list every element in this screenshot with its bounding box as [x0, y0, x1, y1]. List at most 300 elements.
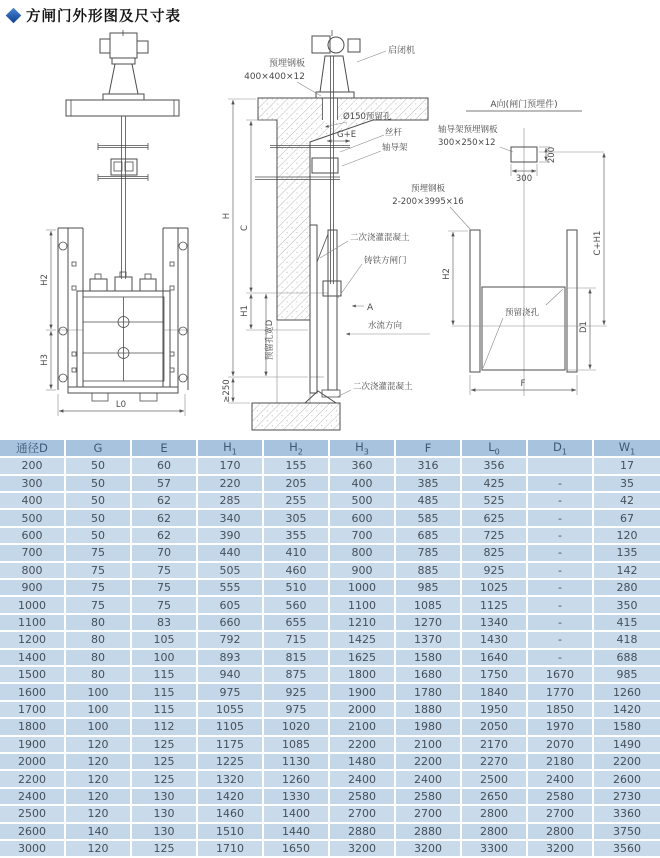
table-cell: 115: [132, 702, 198, 719]
table-cell: 985: [594, 667, 660, 684]
table-row: [0, 632, 660, 649]
table-cell: 130: [132, 789, 198, 806]
table-row: [0, 650, 660, 667]
dim-hole-width-label: 预留孔宽D: [265, 319, 275, 361]
table-cell: 2400: [396, 771, 462, 788]
table-row: [0, 841, 660, 858]
table-cell: -: [528, 493, 594, 510]
table-cell: 340: [198, 510, 264, 527]
table-cell: 305: [264, 510, 330, 527]
table-cell: 1850: [528, 702, 594, 719]
table-cell: 500: [0, 510, 66, 527]
table-row: [0, 528, 660, 545]
table-cell: 1260: [594, 684, 660, 701]
table-cell: 400: [330, 476, 396, 493]
table-row: [0, 615, 660, 632]
table-cell: 42: [594, 493, 660, 510]
table-cell: -: [528, 650, 594, 667]
table-cell: 125: [132, 841, 198, 858]
table-cell: 115: [132, 667, 198, 684]
table-cell: 170: [198, 458, 264, 475]
table-cell: 3300: [462, 841, 528, 858]
table-cell: 1020: [264, 719, 330, 736]
table-cell: 3200: [396, 841, 462, 858]
table-cell: 900: [330, 563, 396, 580]
table-cell: 1510: [198, 824, 264, 841]
table-cell: 975: [198, 684, 264, 701]
table-cell: 50: [66, 458, 132, 475]
table-cell: 75: [66, 597, 132, 614]
table-cell: 285: [198, 493, 264, 510]
table-cell: 800: [330, 545, 396, 562]
table-cell: 925: [462, 563, 528, 580]
table-cell: 2800: [462, 824, 528, 841]
table-cell: 893: [198, 650, 264, 667]
table-cell: -: [528, 580, 594, 597]
table-cell: 500: [330, 493, 396, 510]
table-cell: 400: [0, 493, 66, 510]
concrete-bottom-label: 二次浇灌混凝土: [353, 382, 413, 392]
table-cell: 62: [132, 493, 198, 510]
dim-ch1-label: C+H1: [593, 230, 603, 256]
table-cell: 385: [396, 476, 462, 493]
pour-hole-label: 预留浇孔: [505, 308, 540, 318]
table-cell: 2170: [462, 737, 528, 754]
table-cell: 35: [594, 476, 660, 493]
table-cell: 900: [0, 580, 66, 597]
front-view: [40, 30, 188, 416]
table-cell: 2200: [594, 754, 660, 771]
guide-bracket-label: 轴导架: [382, 143, 408, 153]
table-cell: 815: [264, 650, 330, 667]
table-row: [0, 458, 660, 475]
table-cell: 1000: [330, 580, 396, 597]
dim-l0-label: L0: [115, 400, 127, 410]
table-cell: 875: [264, 667, 330, 684]
table-cell: 2700: [528, 806, 594, 823]
table-cell: 1800: [0, 719, 66, 736]
table-cell: 2200: [330, 737, 396, 754]
table-cell: 130: [132, 806, 198, 823]
table-cell: 100: [66, 719, 132, 736]
table-cell: -: [528, 563, 594, 580]
table-cell: 1640: [462, 650, 528, 667]
table-cell: 655: [264, 615, 330, 632]
page-title: 方闸门外形图及尺寸表: [26, 9, 181, 25]
table-cell: 2100: [330, 719, 396, 736]
table-cell: -: [528, 597, 594, 614]
table-cell: 1970: [528, 719, 594, 736]
table-cell: 75: [66, 580, 132, 597]
table-cell: 135: [594, 545, 660, 562]
table-cell: 390: [198, 528, 264, 545]
table-cell: 1400: [0, 650, 66, 667]
table-cell: 688: [594, 650, 660, 667]
table-cell: 460: [264, 563, 330, 580]
section-a-label: A: [367, 303, 374, 313]
table-cell: 1085: [396, 597, 462, 614]
table-cell: 1125: [462, 597, 528, 614]
table-cell: 625: [462, 510, 528, 527]
table-cell: 1100: [330, 597, 396, 614]
column-header: $H_2$: [264, 440, 330, 458]
table-cell: 525: [462, 493, 528, 510]
table-cell: 2000: [330, 702, 396, 719]
table-cell: 50: [66, 493, 132, 510]
table-cell: 1105: [198, 719, 264, 736]
table-cell: 785: [396, 545, 462, 562]
table-cell: 100: [66, 702, 132, 719]
table-row: [0, 493, 660, 510]
table-cell: 1625: [330, 650, 396, 667]
table-cell: 3750: [594, 824, 660, 841]
table-cell: 75: [66, 545, 132, 562]
table-cell: 600: [330, 510, 396, 527]
table-cell: 83: [132, 615, 198, 632]
table-cell: 885: [396, 563, 462, 580]
table-cell: 1580: [594, 719, 660, 736]
table-cell: 105: [132, 632, 198, 649]
dim-h1-label: H1: [240, 305, 250, 317]
table-cell: 75: [132, 597, 198, 614]
table-cell: 205: [264, 476, 330, 493]
table-cell: 975: [264, 702, 330, 719]
table-cell: 1710: [198, 841, 264, 858]
table-cell: 605: [198, 597, 264, 614]
table-row: [0, 580, 660, 597]
table-cell: 80: [66, 650, 132, 667]
table-row: [0, 667, 660, 684]
table-cell: 410: [264, 545, 330, 562]
table-cell: 660: [198, 615, 264, 632]
g-plus-e-label: G+E: [337, 130, 357, 140]
table-cell: 57: [132, 476, 198, 493]
table-cell: 115: [132, 684, 198, 701]
table-cell: 1950: [462, 702, 528, 719]
table-cell: 555: [198, 580, 264, 597]
table-cell: 300: [0, 476, 66, 493]
dim-300-label: 300: [515, 174, 533, 184]
table-cell: -: [528, 615, 594, 632]
table-cell: 1330: [264, 789, 330, 806]
table-cell: 2800: [462, 806, 528, 823]
table-cell: 1260: [264, 771, 330, 788]
table-cell: 1210: [330, 615, 396, 632]
concrete-top-label: 二次浇灌混凝土: [350, 233, 410, 243]
table-cell: 355: [264, 528, 330, 545]
table-row: [0, 824, 660, 841]
table-cell: 2700: [396, 806, 462, 823]
table-cell: 2880: [330, 824, 396, 841]
embedded-plate-label: 预埋钢板: [268, 59, 305, 69]
table-cell: 220: [198, 476, 264, 493]
table-cell: 2880: [396, 824, 462, 841]
dim-200-label: 200: [547, 146, 557, 164]
table-cell: 60: [132, 458, 198, 475]
a-view-dimensions: [442, 153, 604, 395]
table-cell: 1880: [396, 702, 462, 719]
table-cell: 1000: [0, 597, 66, 614]
table-cell: 1750: [462, 667, 528, 684]
table-cell: 2580: [396, 789, 462, 806]
table-row: [0, 597, 660, 614]
table-cell: 3360: [594, 806, 660, 823]
table-cell: 1200: [0, 632, 66, 649]
dim-min250-label: ≥250: [222, 379, 232, 403]
table-cell: 925: [264, 684, 330, 701]
table-cell: 80: [66, 615, 132, 632]
table-cell: 940: [198, 667, 264, 684]
table-cell: 2400: [0, 789, 66, 806]
table-cell: 62: [132, 510, 198, 527]
column-header: E: [132, 440, 198, 458]
table-cell: 1500: [0, 667, 66, 684]
table-cell: 112: [132, 719, 198, 736]
table-cell: 2580: [330, 789, 396, 806]
table-cell: 1600: [0, 684, 66, 701]
column-header: F: [396, 440, 462, 458]
table-cell: 1650: [264, 841, 330, 858]
table-cell: 2400: [330, 771, 396, 788]
table-cell: 1420: [594, 702, 660, 719]
table-cell: 1100: [0, 615, 66, 632]
table-cell: 510: [264, 580, 330, 597]
column-header: $L_0$: [462, 440, 528, 458]
table-cell: 1480: [330, 754, 396, 771]
table-cell: -: [528, 528, 594, 545]
table-cell: 120: [66, 754, 132, 771]
table-cell: 155: [264, 458, 330, 475]
table-cell: 415: [594, 615, 660, 632]
table-cell: 50: [66, 528, 132, 545]
table-cell: 2500: [0, 806, 66, 823]
table-cell: 725: [462, 528, 528, 545]
table-cell: 792: [198, 632, 264, 649]
table-cell: 485: [396, 493, 462, 510]
table-cell: -: [528, 476, 594, 493]
table-cell: 2700: [330, 806, 396, 823]
table-cell: 700: [330, 528, 396, 545]
table-cell: 800: [0, 563, 66, 580]
table-cell: 1130: [264, 754, 330, 771]
table-cell: 1700: [0, 702, 66, 719]
table-cell: 1900: [0, 737, 66, 754]
section-view: [222, 30, 470, 430]
column-header: $H_3$: [330, 440, 396, 458]
table-cell: 356: [462, 458, 528, 475]
table-cell: 1320: [198, 771, 264, 788]
table-cell: 120: [66, 771, 132, 788]
table-cell: 125: [132, 754, 198, 771]
table-row: [0, 737, 660, 754]
table-cell: 120: [66, 806, 132, 823]
table-cell: 1425: [330, 632, 396, 649]
table-cell: -: [528, 510, 594, 527]
table-cell: 280: [594, 580, 660, 597]
dim-h3-label: H3: [40, 354, 50, 366]
table-cell: 80: [66, 632, 132, 649]
table-cell: 200: [0, 458, 66, 475]
table-cell: 2270: [462, 754, 528, 771]
table-cell: 418: [594, 632, 660, 649]
table-row: [0, 789, 660, 806]
table-row: [0, 702, 660, 719]
table-cell: 17: [594, 458, 660, 475]
table-cell: 3560: [594, 841, 660, 858]
table-cell: 1460: [198, 806, 264, 823]
column-header: $H_1$: [198, 440, 264, 458]
table-cell: 100: [66, 684, 132, 701]
table-cell: 316: [396, 458, 462, 475]
table-cell: 1055: [198, 702, 264, 719]
dim-h2-label: H2: [40, 274, 50, 286]
embedded-plate-size: 400×400×12: [244, 72, 305, 82]
table-cell: 2600: [594, 771, 660, 788]
dimension-table: [0, 440, 660, 858]
dim-f-label: F: [520, 379, 526, 389]
table-cell: [528, 458, 594, 475]
table-cell: 140: [66, 824, 132, 841]
table-cell: 120: [66, 841, 132, 858]
table-cell: 425: [462, 476, 528, 493]
table-cell: 2600: [0, 824, 66, 841]
table-cell: 700: [0, 545, 66, 562]
column-header: G: [66, 440, 132, 458]
a-direction-view: [438, 98, 607, 396]
table-cell: 2200: [0, 771, 66, 788]
table-cell: 1400: [264, 806, 330, 823]
table-cell: 985: [396, 580, 462, 597]
hole150-label: Ø150预留孔: [343, 112, 392, 122]
table-row: [0, 806, 660, 823]
table-cell: 1980: [396, 719, 462, 736]
table-cell: 2650: [462, 789, 528, 806]
table-cell: 62: [132, 528, 198, 545]
dim-d1-label: D1: [579, 321, 589, 333]
table-cell: 75: [132, 563, 198, 580]
table-cell: 585: [396, 510, 462, 527]
table-row: [0, 476, 660, 493]
table-cell: 255: [264, 493, 330, 510]
table-cell: 70: [132, 545, 198, 562]
table-row: [0, 563, 660, 580]
table-cell: -: [528, 545, 594, 562]
table-row: [0, 545, 660, 562]
table-cell: 1780: [396, 684, 462, 701]
table-cell: 125: [132, 771, 198, 788]
table-cell: 2100: [396, 737, 462, 754]
table-cell: 560: [264, 597, 330, 614]
table-cell: 2200: [396, 754, 462, 771]
table-cell: 715: [264, 632, 330, 649]
table-cell: 1900: [330, 684, 396, 701]
table-cell: 1800: [330, 667, 396, 684]
table-cell: 1025: [462, 580, 528, 597]
table-cell: 2800: [528, 824, 594, 841]
table-cell: 2180: [528, 754, 594, 771]
table-cell: 50: [66, 476, 132, 493]
diamond-bullet-icon: [6, 8, 22, 24]
table-cell: 80: [66, 667, 132, 684]
table-cell: 1680: [396, 667, 462, 684]
table-cell: 600: [0, 528, 66, 545]
cast-iron-gate-label: 铸铁方闸门: [364, 256, 407, 266]
table-cell: 2730: [594, 789, 660, 806]
table-cell: 1490: [594, 737, 660, 754]
table-cell: 3200: [528, 841, 594, 858]
column-header: $W_1$: [594, 440, 660, 458]
table-cell: 3200: [330, 841, 396, 858]
table-row: [0, 754, 660, 771]
table-cell: 1270: [396, 615, 462, 632]
table-cell: 120: [66, 737, 132, 754]
table-header-row: [0, 440, 660, 458]
table-cell: 1225: [198, 754, 264, 771]
table-cell: 2000: [0, 754, 66, 771]
rail-bolts: [59, 242, 187, 382]
table-cell: 1430: [462, 632, 528, 649]
table-cell: 350: [594, 597, 660, 614]
column-header: 通径D: [0, 440, 66, 458]
table-cell: 1440: [264, 824, 330, 841]
table-cell: 2500: [462, 771, 528, 788]
table-cell: 825: [462, 545, 528, 562]
gate-technical-drawing: [0, 25, 660, 440]
page-title-row: [8, 5, 181, 26]
embedded-plate2-label: 预埋钢板: [410, 184, 446, 194]
guide-plate-label: 轴导架预埋钢板: [438, 125, 498, 135]
table-cell: 75: [132, 580, 198, 597]
table-cell: 67: [594, 510, 660, 527]
table-cell: 1340: [462, 615, 528, 632]
table-cell: 2070: [528, 737, 594, 754]
table-cell: 142: [594, 563, 660, 580]
table-cell: 1085: [264, 737, 330, 754]
screw-label: 丝杆: [385, 128, 403, 138]
table-row: [0, 684, 660, 701]
table-cell: 100: [132, 650, 198, 667]
table-cell: 120: [594, 528, 660, 545]
table-cell: 440: [198, 545, 264, 562]
hoist-label: 启闭机: [388, 46, 416, 56]
embedded-plate2-size: 2-200×3995×16: [392, 197, 464, 207]
table-cell: 2400: [528, 771, 594, 788]
column-header: $D_1$: [528, 440, 594, 458]
a-view-title: A向(闸门预埋件): [490, 100, 558, 110]
table-cell: -: [528, 632, 594, 649]
table-cell: 1175: [198, 737, 264, 754]
table-cell: 1670: [528, 667, 594, 684]
table-cell: 130: [132, 824, 198, 841]
table-cell: 1420: [198, 789, 264, 806]
table-cell: 120: [66, 789, 132, 806]
table-cell: 50: [66, 510, 132, 527]
table-cell: 2050: [462, 719, 528, 736]
table-cell: 1580: [396, 650, 462, 667]
table-cell: 360: [330, 458, 396, 475]
table-row: [0, 510, 660, 527]
table-cell: 75: [66, 563, 132, 580]
table-cell: 1770: [528, 684, 594, 701]
flow-direction-label: 水流方向: [368, 321, 403, 331]
table-cell: 1370: [396, 632, 462, 649]
table-row: [0, 771, 660, 788]
table-cell: 505: [198, 563, 264, 580]
table-cell: 125: [132, 737, 198, 754]
dim-h2-right-label: H2: [442, 268, 452, 280]
guide-plate-size: 300×250×12: [438, 138, 496, 148]
dim-c-label: C: [240, 225, 250, 231]
